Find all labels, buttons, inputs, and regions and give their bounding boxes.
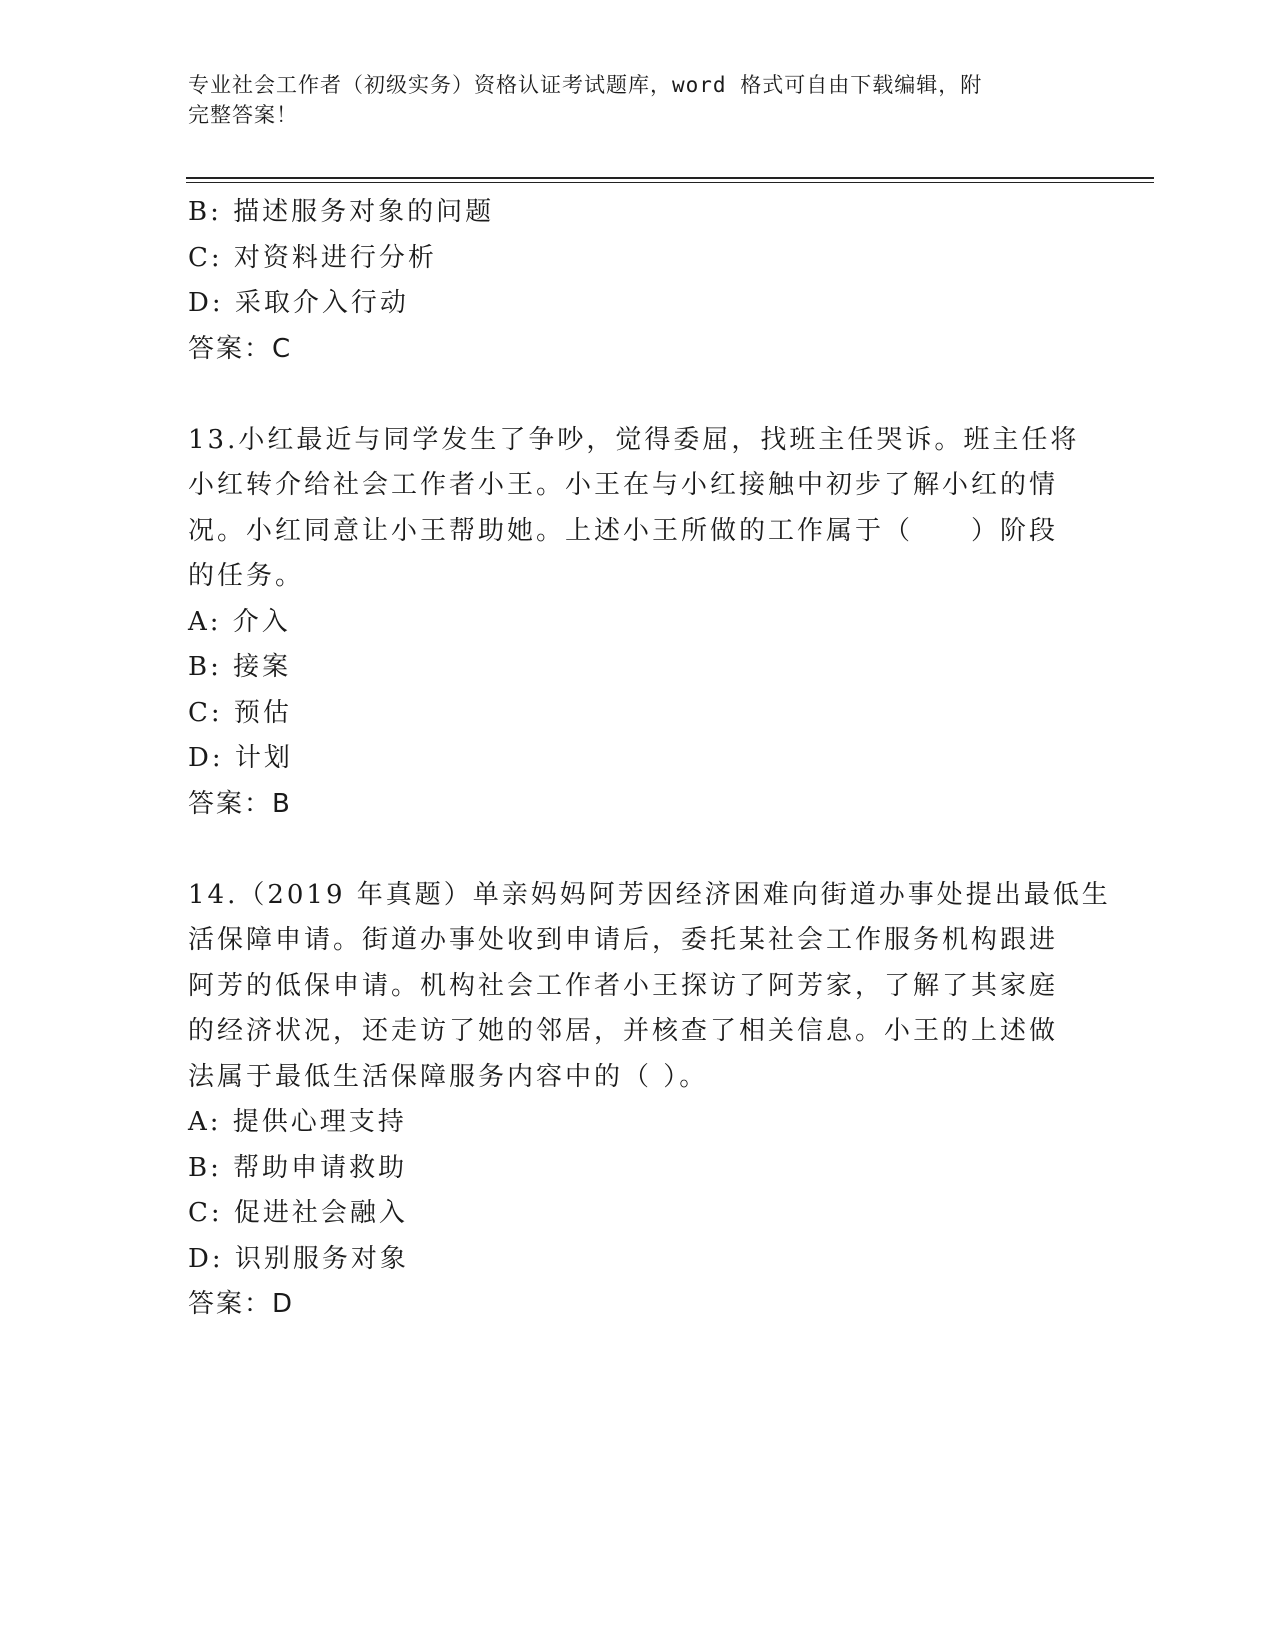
q14-option-d: D: 识别服务对象: [188, 1243, 409, 1274]
question-13: [188, 418, 1088, 828]
q13-option-c: C: 预估: [188, 697, 292, 728]
q13-stem-line: 13.小红最近与同学发生了争吵，觉得委屈，找班主任哭诉。班主任将: [188, 424, 1080, 455]
q14-stem-line: 活保障申请。街道办事处收到申请后，委托某社会工作服务机构跟进: [188, 925, 1059, 955]
question-14: [188, 873, 1111, 1328]
spacer: [188, 372, 1088, 418]
q14-option-c: C: 促进社会融入: [188, 1198, 408, 1228]
spacer: [188, 827, 1088, 873]
header-line-1: 专业社会工作者（初级实务）资格认证考试题库，word 格式可自由下载编辑，附: [188, 73, 983, 97]
q12-option-d: D: 采取介入行动: [188, 288, 409, 318]
q13-stem-line: 况。小红同意让小王帮助她。上述小王所做的工作属于（ ）阶段: [188, 515, 1059, 546]
q14-stem-line: 14.（2019 年真题）单亲妈妈阿芳因经济困难向街道办事处提出最低生: [188, 879, 1111, 910]
header-line-2: 完整答案！: [188, 103, 298, 127]
document-header: [188, 70, 1068, 130]
q13-answer: 答案：B: [188, 788, 292, 819]
question-12-tail: [188, 190, 1088, 372]
q14-stem-line: 法属于最低生活保障服务内容中的（ ）。: [188, 1061, 709, 1092]
q12-answer: 答案：C: [188, 333, 293, 364]
q14-stem-line: 的经济状况，还走访了她的邻居，并核查了相关信息。小王的上述做: [188, 1016, 1059, 1046]
q14-answer: 答案：D: [188, 1289, 295, 1319]
q14-stem-line: 阿芳的低保申请。机构社会工作者小王探访了阿芳家，了解了其家庭: [188, 970, 1059, 1001]
header-rule-thin: [186, 182, 1154, 183]
q13-stem-line: 小红转介给社会工作者小王。小王在与小红接触中初步了解小红的情: [188, 470, 1059, 500]
question-content: [188, 190, 1111, 1328]
q12-option-c: C: 对资料进行分析: [188, 242, 437, 273]
q14-option-b: B: 帮助申请救助: [188, 1152, 408, 1183]
q13-option-d: D: 计划: [188, 743, 293, 773]
q12-option-b: B: 描述服务对象的问题: [188, 197, 495, 227]
q13-option-a: A: 介入: [188, 606, 291, 637]
q13-option-b: B: 接案: [188, 652, 292, 682]
header-rule-thick: [186, 177, 1154, 179]
q14-option-a: A: 提供心理支持: [188, 1107, 407, 1137]
q13-stem-line: 的任务。: [188, 561, 305, 591]
